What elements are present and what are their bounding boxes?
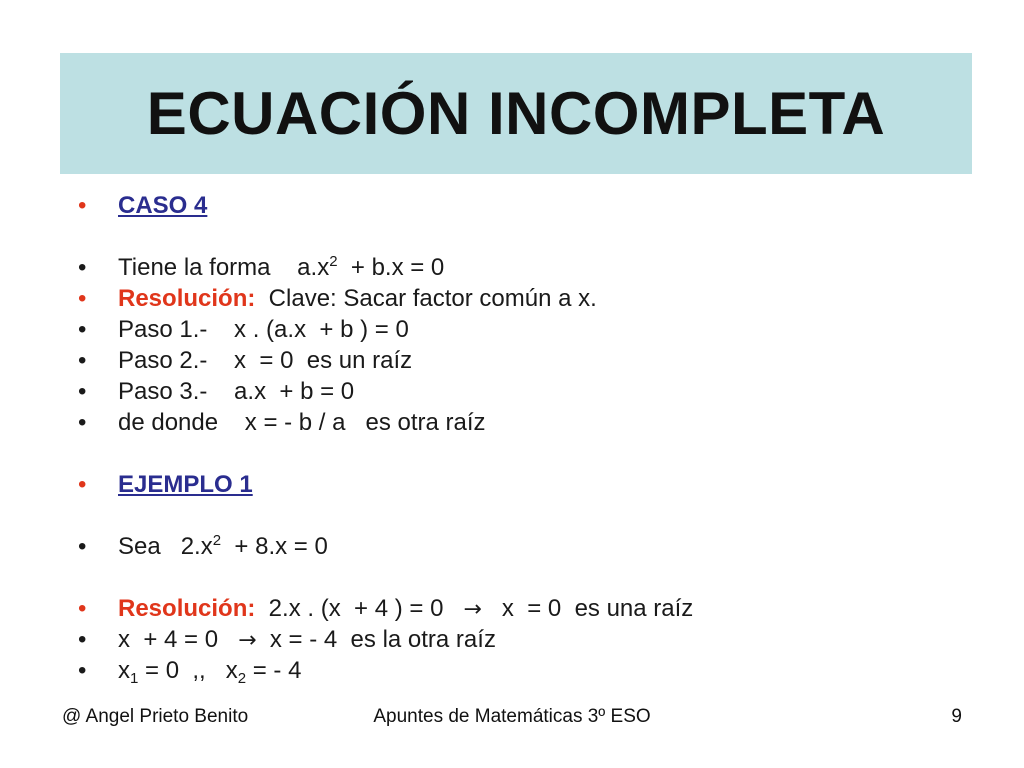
list-item-paso1 bbox=[78, 314, 978, 345]
spacer bbox=[78, 221, 978, 252]
caso-label: CASO 4 bbox=[118, 192, 208, 219]
bullet-icon: • bbox=[78, 378, 87, 405]
bullet-icon: • bbox=[78, 409, 87, 436]
spacer bbox=[78, 438, 978, 469]
footer-course: Apuntes de Matemáticas 3º ESO bbox=[373, 706, 651, 727]
resolucion-text: Clave: Sacar factor común a x. bbox=[255, 285, 597, 312]
x4-text-b: x = - 4 es la otra raíz bbox=[256, 626, 496, 653]
resolucion-label: Resolución: bbox=[118, 285, 256, 312]
list-item-resolucion bbox=[78, 283, 978, 314]
paso3-text: Paso 3.- a.x + b = 0 bbox=[118, 378, 355, 405]
forma-text: Tiene la forma $a.x^2 + b.x = 0$ bbox=[118, 253, 445, 281]
solucion-text: $x_1 = 0$ ,, $x_2$ = - 4 bbox=[118, 657, 302, 687]
list-item-solucion bbox=[78, 655, 978, 686]
footer bbox=[0, 706, 1024, 732]
bullet-icon: • bbox=[78, 316, 87, 343]
resolucion2-label: Resolución: bbox=[118, 595, 256, 622]
footer-page-number: 9 bbox=[951, 706, 962, 727]
list-item-paso2 bbox=[78, 345, 978, 376]
right-arrow-icon: → bbox=[463, 597, 482, 622]
resolucion2-text-b: x = 0 es una raíz bbox=[481, 595, 694, 622]
right-arrow-icon: → bbox=[238, 628, 257, 653]
title-band bbox=[60, 53, 972, 174]
paso1-text: Paso 1.- x . (a.x + b ) = 0 bbox=[118, 316, 409, 343]
bullet-icon: • bbox=[78, 285, 87, 312]
footer-author: @ Angel Prieto Benito bbox=[62, 706, 249, 727]
bullet-icon: • bbox=[78, 533, 87, 560]
bullet-icon: • bbox=[78, 254, 87, 281]
list-item-dedonde bbox=[78, 407, 978, 438]
spacer bbox=[78, 500, 978, 531]
list-item-x4 bbox=[78, 624, 978, 655]
list-item-resolucion2 bbox=[78, 593, 978, 624]
bullet-icon: • bbox=[78, 471, 87, 498]
list-item-paso3 bbox=[78, 376, 978, 407]
paso2-text: Paso 2.- x = 0 es un raíz bbox=[118, 347, 413, 374]
list-item-caso bbox=[78, 190, 978, 221]
bullet-icon: • bbox=[78, 657, 87, 684]
ejemplo-label: EJEMPLO 1 bbox=[118, 471, 253, 498]
bullet-list bbox=[78, 190, 978, 686]
bullet-icon: • bbox=[78, 347, 87, 374]
list-item-sea bbox=[78, 531, 978, 562]
slide-title: ECUACIÓN INCOMPLETA bbox=[146, 80, 886, 147]
sea-text: Sea $2.x^2 + 8.x = 0$ bbox=[118, 532, 328, 560]
spacer bbox=[78, 562, 978, 593]
dedonde-text: de donde x = - b / a es otra raíz bbox=[118, 409, 486, 436]
resolucion2-text-a: 2.x . (x + 4 ) = 0 bbox=[255, 595, 464, 622]
bullet-icon: • bbox=[78, 595, 87, 622]
list-item-forma bbox=[78, 252, 978, 283]
x4-text-a: x + 4 = 0 bbox=[118, 626, 239, 653]
bullet-icon: • bbox=[78, 626, 87, 653]
list-item-ejemplo bbox=[78, 469, 978, 500]
bullet-icon: • bbox=[78, 192, 87, 219]
